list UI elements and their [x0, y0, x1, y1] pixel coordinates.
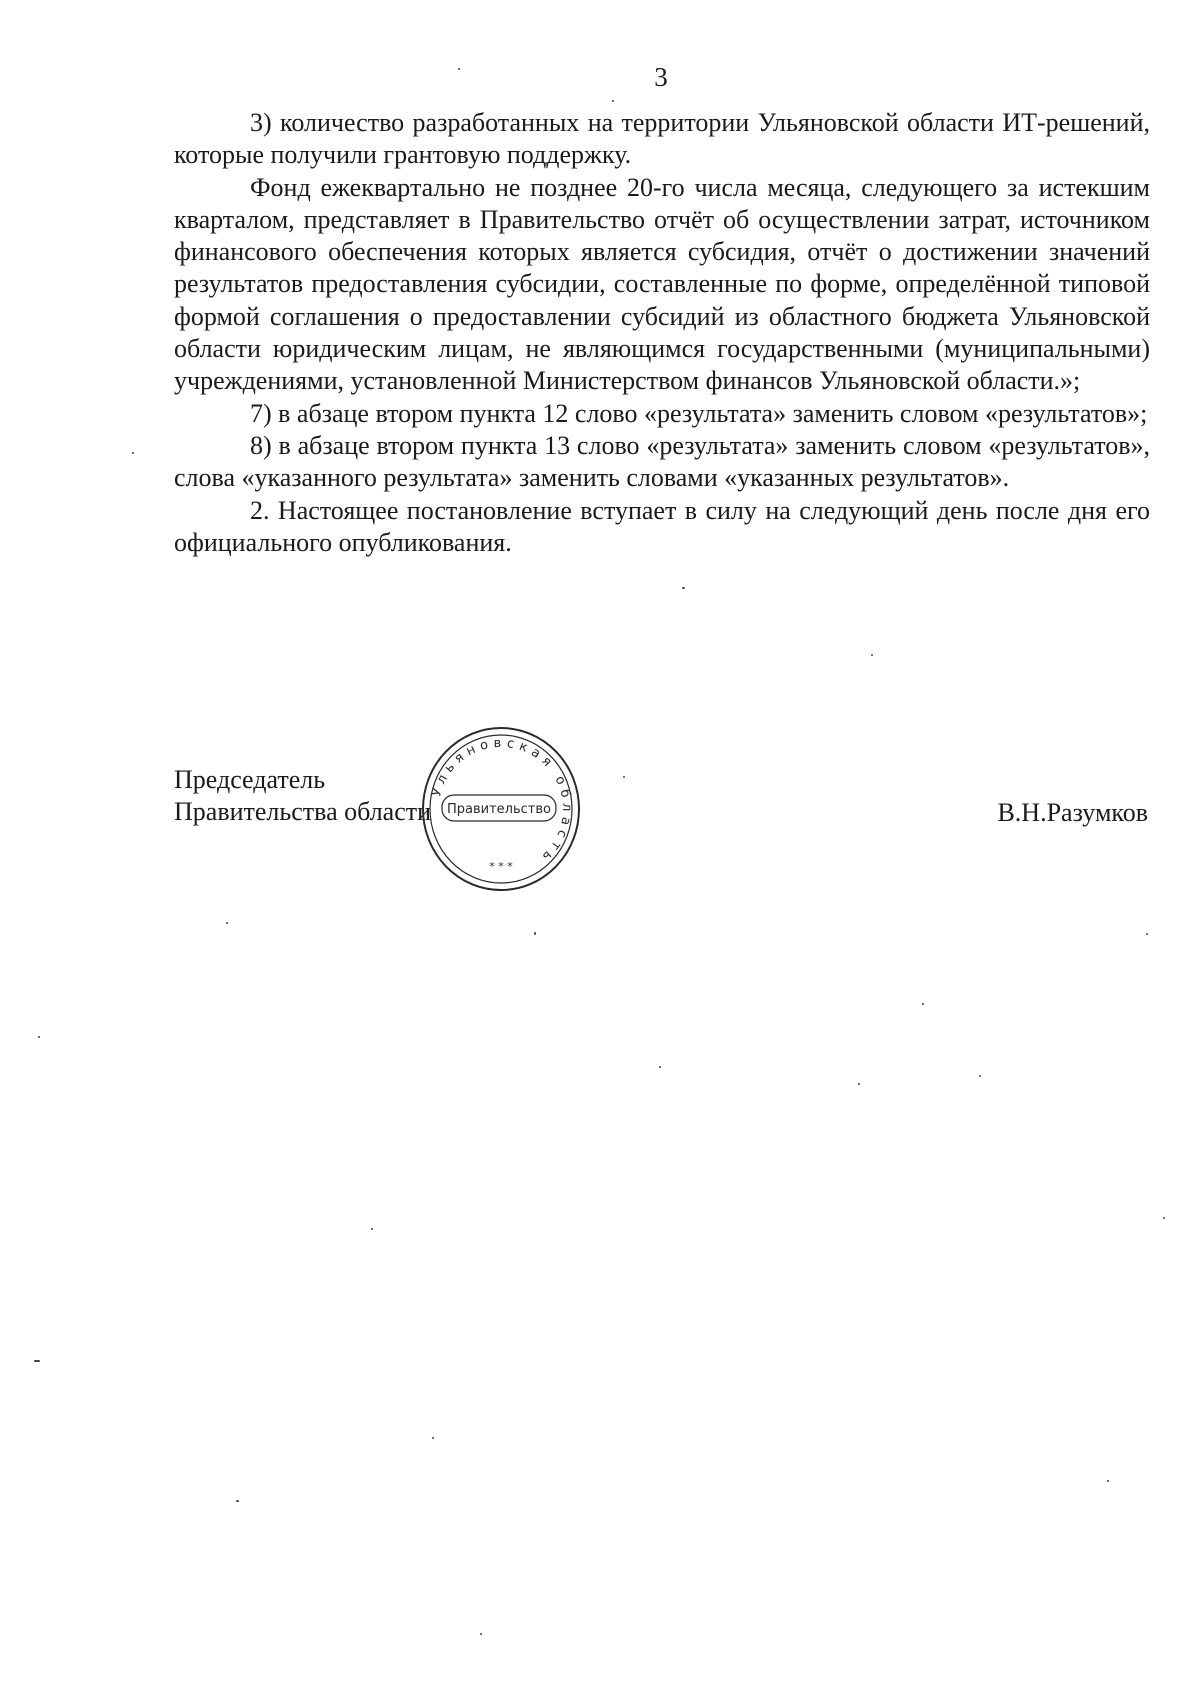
- scan-speck: [623, 776, 625, 778]
- scan-speck: [534, 932, 536, 935]
- signatory-position-line1: Председатель: [174, 765, 326, 794]
- paragraph-item-7: 7) в абзаце втором пункта 12 слово «результата» заменить словом «результатов»;: [250, 398, 1148, 428]
- scan-speck: [1163, 1217, 1165, 1219]
- page-number: 3: [654, 62, 668, 92]
- scan-speck: [236, 1500, 239, 1502]
- seal-stars: * * *: [489, 860, 513, 873]
- signatory-position: [174, 764, 431, 829]
- scan-speck: [1146, 933, 1148, 935]
- scan-speck: [34, 1360, 40, 1362]
- scan-speck: [458, 68, 460, 70]
- paragraph-fund-report: Фонд ежеквартально не позднее 20-го числа месяца, следующего за истекшим кварталом, представляет в Правительство отчёт об осуществлении затрат, источником финансового обеспечения которых является субсидия, отчёт о достижении значений результатов предоставления субсидии, составленные по форме, определённой типовой формой соглашения о предоставлении субсидий из областного бюджета Ульяновской области юридическим лицам, не являющимся государственными (муниципальными) учреждениями, установленной Министерством финансов Ульяновской области.»;: [174, 172, 1150, 396]
- scan-speck: [371, 1228, 373, 1230]
- scan-speck: [659, 1066, 661, 1068]
- seal-center-text: Правительство: [447, 802, 551, 817]
- scan-speck: [682, 587, 685, 589]
- scan-speck: [38, 1036, 40, 1038]
- seal-outer-text: Ульяновская область: [429, 735, 575, 868]
- scan-speck: [612, 100, 614, 102]
- paragraph-item-3: 3) количество разработанных на территории Ульяновской области ИТ-решений, которые получили грантовую поддержку.: [174, 108, 1150, 170]
- scan-speck: [871, 654, 873, 656]
- official-seal-stamp: [420, 724, 582, 894]
- signatory-name: В.Н.Разумков: [997, 798, 1148, 827]
- scan-speck: [132, 452, 134, 454]
- signatory-position-line2: Правительства области: [174, 797, 432, 827]
- scan-speck: [858, 1083, 860, 1085]
- document-body: [174, 107, 1150, 559]
- scan-speck: [979, 1075, 981, 1077]
- scan-speck: [432, 1437, 434, 1439]
- scan-speck: [1107, 1480, 1109, 1482]
- scan-speck: [922, 1003, 924, 1005]
- paragraph-effective-date: 2. Настоящее постановление вступает в силу на следующий день после дня его официального опубликования.: [174, 495, 1150, 557]
- paragraph-item-8: 8) в абзаце втором пункта 13 слово «результата» заменить словом «результатов», слова «указанного результата» заменить словами «указанных результатов».: [174, 430, 1150, 493]
- scan-speck: [226, 922, 228, 924]
- scan-speck: [480, 1633, 482, 1635]
